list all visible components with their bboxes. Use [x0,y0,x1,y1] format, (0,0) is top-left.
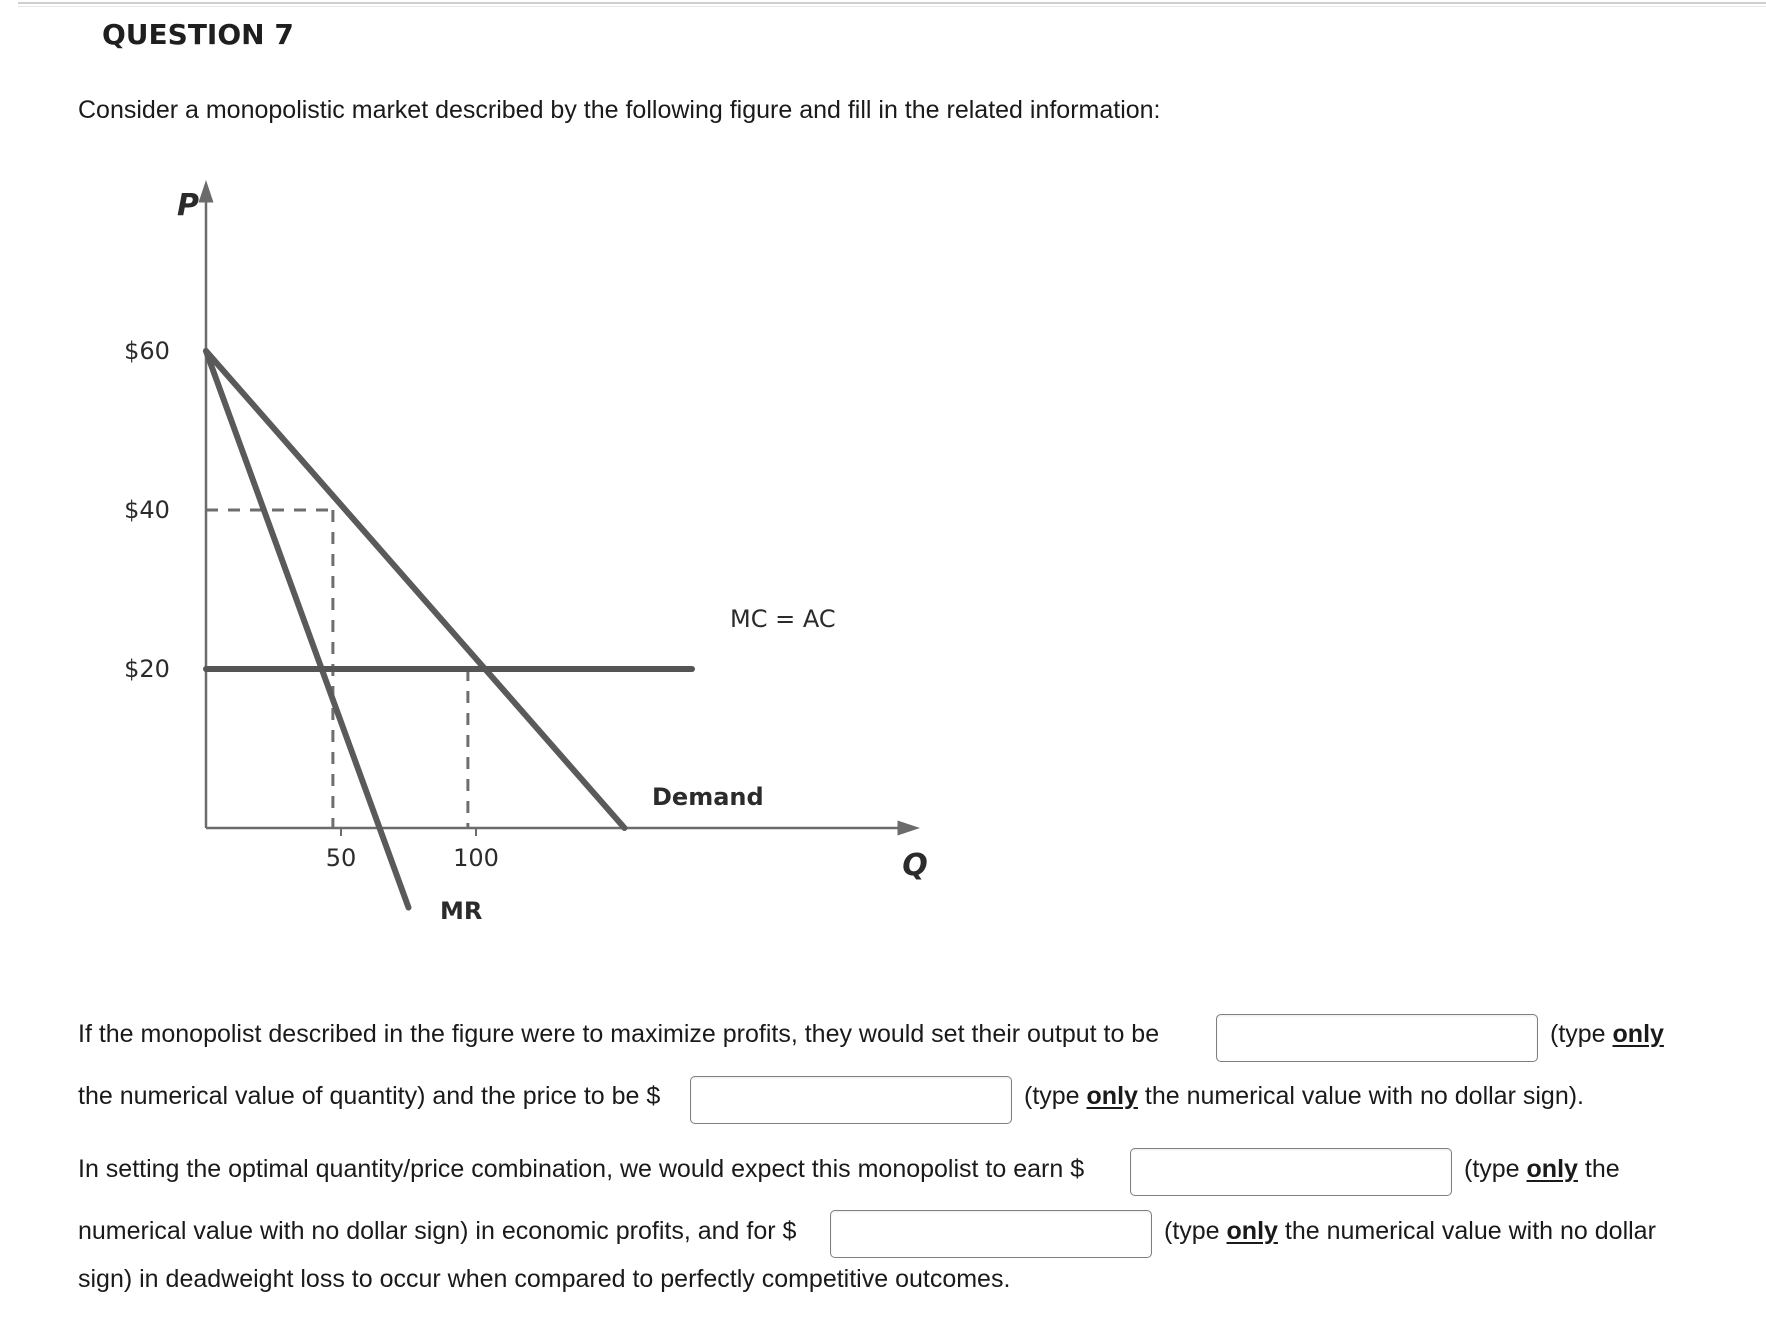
q1-instruction-1 [1550,1020,1664,1049]
q2-instruction-1-pre: (type [1464,1155,1527,1183]
q1-instruction-2-only: only [1086,1082,1138,1110]
q2-instruction-1-post: the [1577,1155,1620,1183]
series-label-mr: MR [440,897,483,925]
y-tick-label-20: $20 [124,655,170,683]
q1-instruction-1-pre: (type [1550,1020,1613,1048]
profit-answer-input[interactable] [1130,1148,1452,1196]
series-line-demand [206,351,625,828]
q2-text-line2: numerical value with no dollar sign) in economic profits, and for $ [78,1217,797,1245]
x-tick-label-100: 100 [453,844,499,872]
q1-instruction-2-post: the numerical value with no dollar sign). [1137,1082,1584,1110]
q1-instruction-2 [1024,1082,1584,1111]
deadweight-loss-answer-input[interactable] [830,1210,1152,1258]
q1-text-line2: the numerical value of quantity) and the price to be $ [78,1082,661,1110]
question-title: QUESTION 7 [102,18,294,51]
y-axis-label: P [177,188,199,223]
series-line-mr [206,351,409,908]
x-axis-label: Q [902,848,928,883]
q2-text-line1: In setting the optimal quantity/price combination, we would expect this monopolist to earn $ [78,1155,1085,1183]
x-tick-label-50: 50 [325,844,357,872]
y-tick-label-60: $60 [124,337,170,365]
q2-instruction-2-post: the numerical value with no dollar [1277,1217,1656,1245]
q2-instruction-2-pre: (type [1164,1217,1227,1245]
monopoly-chart [100,185,928,945]
q2-instruction-1-only: only [1526,1155,1578,1183]
series-label-demand: Demand [652,783,764,811]
top-divider-secondary [18,6,1766,7]
top-divider [18,2,1766,4]
q2-instruction-2 [1164,1217,1656,1246]
q2-text-line3: sign) in deadweight loss to occur when compared to perfectly competitive outcomes. [78,1265,1011,1293]
series-label-mc-ac: MC = AC [730,605,836,633]
y-tick-label-40: $40 [124,496,170,524]
q1-text-line1: If the monopolist described in the figure were to maximize profits, they would set their output to be [78,1020,1160,1048]
question-intro: Consider a monopolistic market described by the following figure and fill in the related information: [78,96,1161,124]
q2-instruction-2-only: only [1226,1217,1278,1245]
q1-instruction-1-only: only [1612,1020,1664,1048]
price-answer-input[interactable] [690,1076,1012,1124]
q2-instruction-1 [1464,1155,1620,1184]
q1-instruction-2-pre: (type [1024,1082,1087,1110]
output-answer-input[interactable] [1216,1014,1538,1062]
